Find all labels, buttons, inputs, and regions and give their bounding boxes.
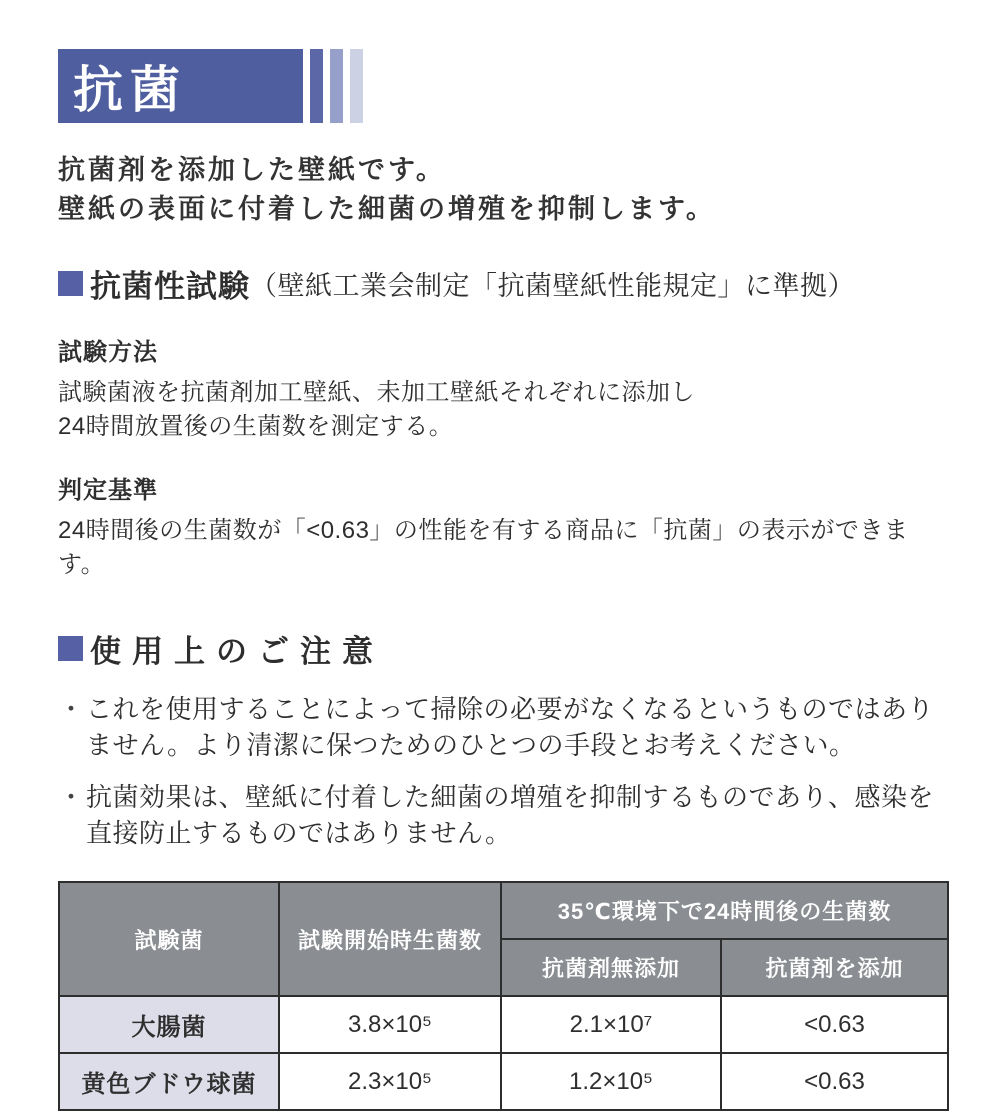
method-title: 試験方法 [58, 339, 158, 366]
intro-line-2: 壁紙の表面に付着した細菌の増殖を抑制します。 [58, 194, 716, 224]
col-header-after-24h: 35℃環境下で24時間後の生菌数 [501, 882, 948, 939]
intro-text [58, 151, 950, 229]
test-results-table [58, 881, 949, 1111]
section-heading-notes [58, 626, 950, 671]
method-line-2: 24時間放置後の生菌数を測定する。 [58, 413, 454, 440]
col-header-bacteria: 試験菌 [59, 882, 279, 996]
table-row [59, 996, 948, 1053]
note-text: 抗菌効果は、壁紙に付着した細菌の増殖を抑制するものであり、感染を直接防止するものではありません。 [86, 782, 935, 848]
test-section-subtitle: （壁紙工業会制定「抗菌壁紙性能規定」に準拠） [250, 271, 855, 301]
banner-stripe-3 [350, 49, 363, 123]
bullet-dot-icon: ・ [58, 782, 85, 812]
banner-stripe-2 [330, 49, 343, 123]
intro-line-1: 抗菌剤を添加した壁紙です。 [58, 155, 446, 185]
page-title: 抗菌 [73, 62, 187, 118]
cell-initial-count: 2.3×10⁵ [279, 1053, 501, 1110]
title-banner [58, 49, 303, 123]
note-item [58, 779, 950, 851]
test-section-title: 抗菌性試験 [90, 269, 250, 304]
row-label-ecoli: 大腸菌 [59, 996, 279, 1053]
row-label-staph: 黄色ブドウ球菌 [59, 1053, 279, 1110]
cell-with-antibacterial: <0.63 [721, 1053, 948, 1110]
note-item [58, 691, 950, 763]
square-bullet-icon [58, 636, 83, 661]
bullet-dot-icon: ・ [58, 694, 85, 724]
table-row [59, 1053, 948, 1110]
criteria-text: 24時間後の生菌数が「<0.63」の性能を有する商品に「抗菌」の表示ができます。 [58, 517, 909, 578]
col-header-initial-count: 試験開始時生菌数 [279, 882, 501, 996]
col-header-no-antibacterial: 抗菌剤無添加 [501, 939, 721, 996]
note-text: これを使用することによって掃除の必要がなくなるというものではありません。より清潔に保つためのひとつの手段とお考えください。 [86, 694, 935, 760]
banner-stripe-1 [310, 49, 323, 123]
cell-with-antibacterial: <0.63 [721, 996, 948, 1053]
method-text [58, 376, 950, 444]
method-line-1: 試験菌液を抗菌剤加工壁紙、未加工壁紙それぞれに添加し [58, 379, 695, 406]
square-bullet-icon [58, 271, 83, 296]
criteria-title: 判定基準 [58, 477, 158, 504]
title-banner-row [58, 49, 950, 123]
section-heading-test [58, 261, 950, 306]
notes-list [58, 691, 950, 851]
col-header-with-antibacterial: 抗菌剤を添加 [721, 939, 948, 996]
cell-no-antibacterial: 1.2×10⁵ [501, 1053, 721, 1110]
notes-section-title: 使用上のご注意 [90, 634, 384, 669]
cell-initial-count: 3.8×10⁵ [279, 996, 501, 1053]
cell-no-antibacterial: 2.1×10⁷ [501, 996, 721, 1053]
